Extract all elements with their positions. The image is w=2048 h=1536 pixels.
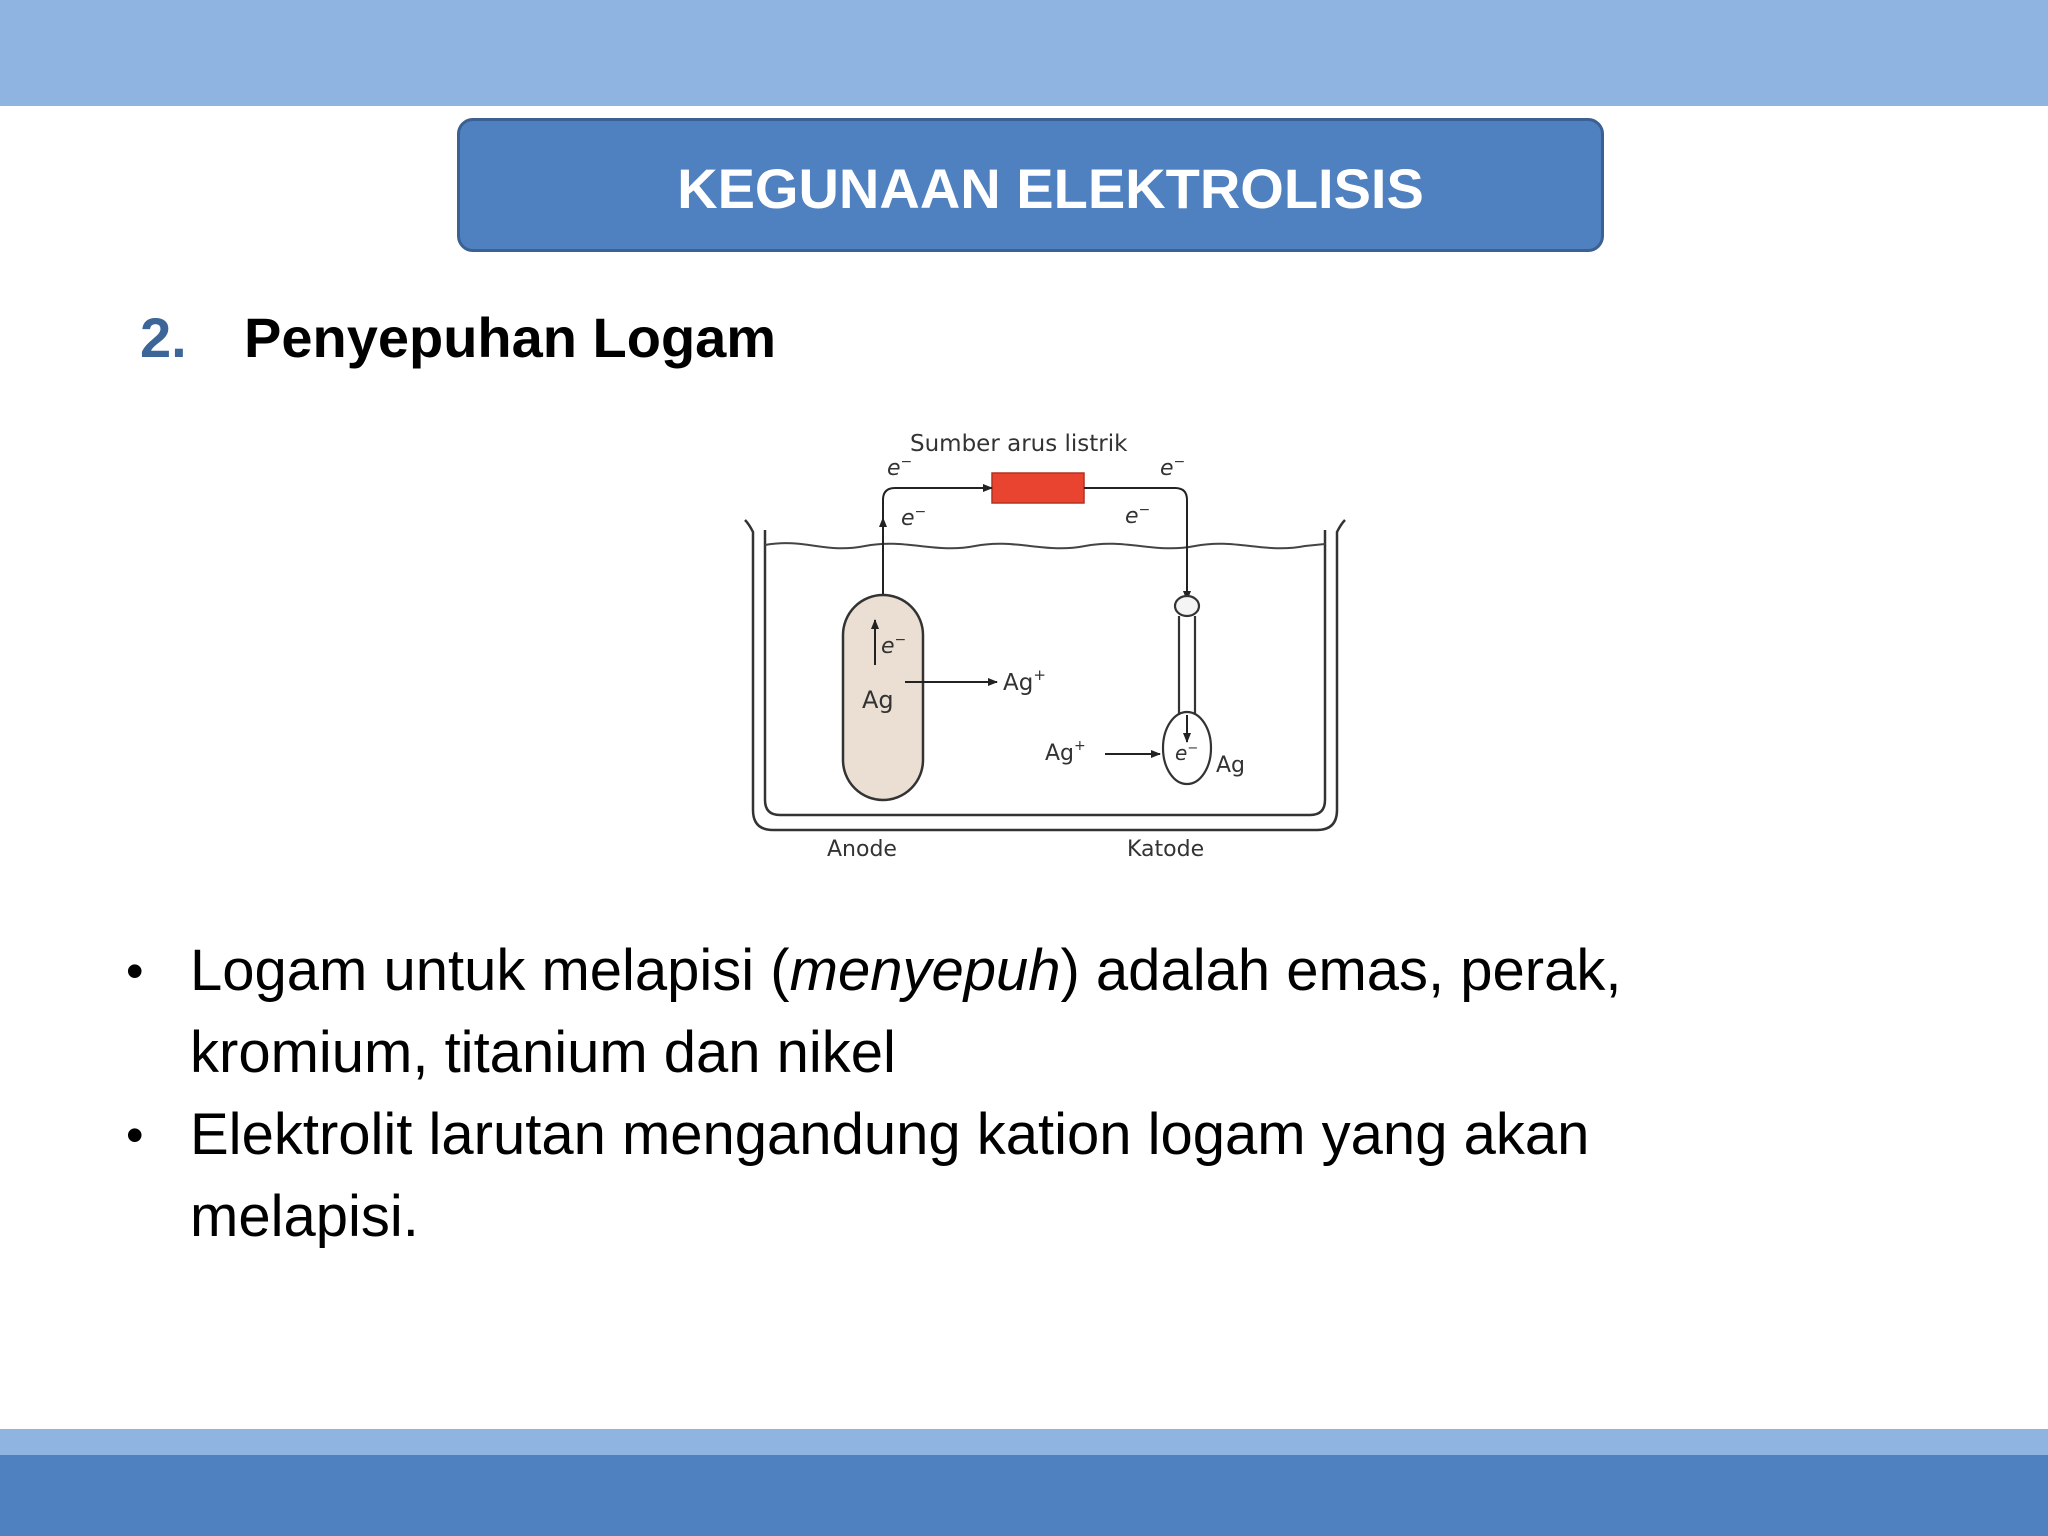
section-heading (140, 306, 777, 369)
svg-text:e−: e− (887, 454, 913, 481)
bottom-band-dark (0, 1455, 2048, 1536)
bullet-marker: • (126, 943, 144, 999)
bullet-line: kromium, titanium dan nikel (190, 1020, 896, 1085)
slide-title: KEGUNAAN ELEKTROLISIS (677, 157, 1424, 220)
cathode-label: Katode (1127, 837, 1205, 862)
electroplating-diagram (735, 420, 1355, 865)
bullet-marker: • (126, 1107, 144, 1163)
anode-electron-label: e− (881, 632, 907, 659)
power-source-label: Sumber arus listrik (910, 431, 1128, 457)
heading-text: Penyepuhan Logam (244, 306, 777, 369)
cathode-metal-label: Ag (1216, 753, 1246, 778)
bullet-line: Elektrolit larutan mengandung kation logam yang akan (190, 1102, 1590, 1167)
title-box (457, 118, 1604, 252)
bullet-line: melapisi. (190, 1184, 419, 1249)
heading-number: 2. (140, 306, 187, 369)
anode-label: Anode (827, 837, 897, 862)
svg-text:e−: e− (1125, 502, 1151, 529)
cathode-electron-label: e− (1175, 741, 1199, 765)
power-source (992, 473, 1084, 503)
bullet-item (120, 1094, 1800, 1258)
bottom-band-light (0, 1429, 2048, 1455)
svg-text:e−: e− (901, 504, 927, 531)
cathode-ion-label: Ag+ (1045, 738, 1086, 766)
top-band (0, 0, 2048, 106)
bullet-list (120, 930, 1800, 1258)
anode-ion-label: Ag+ (1003, 666, 1046, 696)
solution-surface (765, 543, 1325, 548)
bullet-line: Logam untuk melapisi (menyepuh) adalah emas, perak, (190, 938, 1622, 1003)
anode-metal-label: Ag (862, 686, 894, 714)
svg-text:e−: e− (1160, 454, 1186, 481)
bullet-item (120, 930, 1800, 1094)
